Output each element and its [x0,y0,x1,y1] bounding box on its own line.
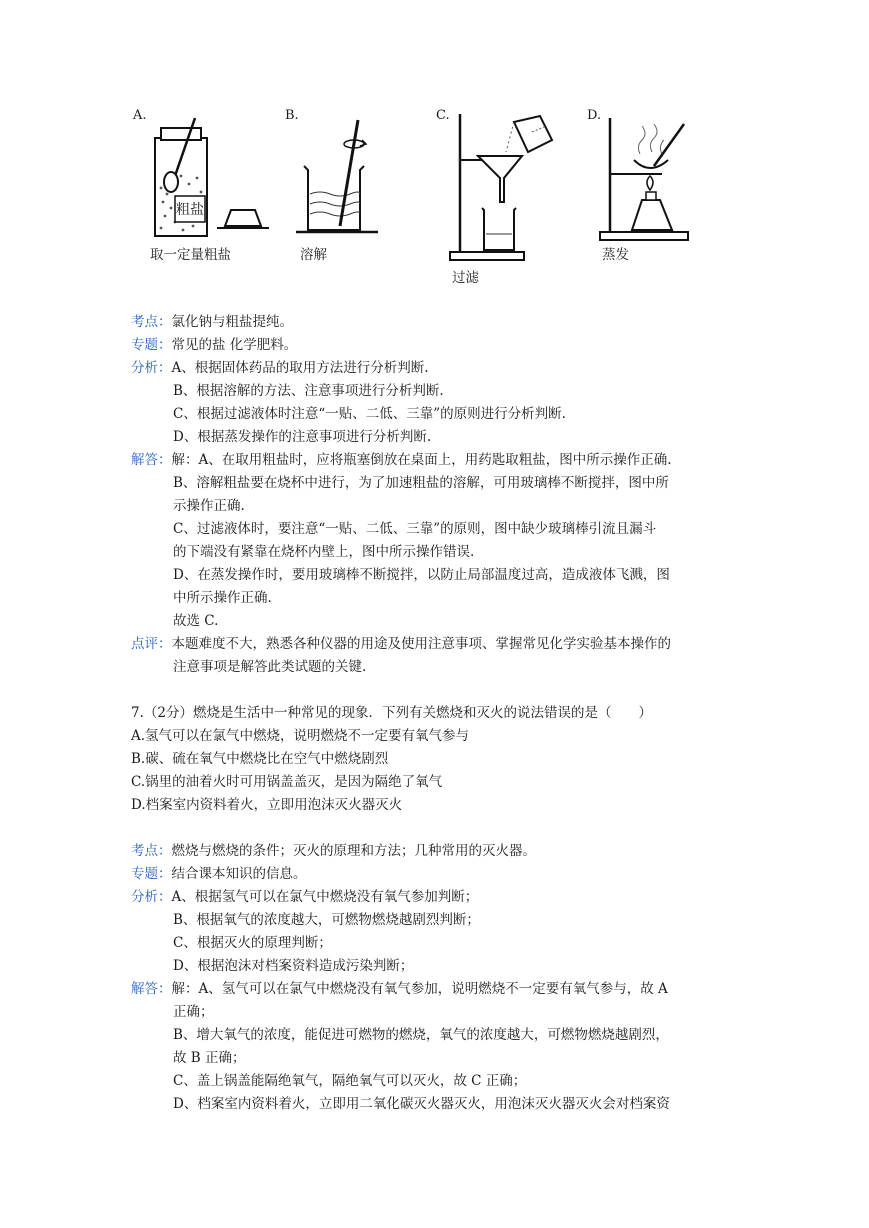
q6-zhuanti-row [131,335,297,355]
q7-kaodian-text: 燃烧与燃烧的条件；灭火的原理和方法；几种常用的灭火器。 [171,843,536,859]
q6-jieda-line: 中所示操作正确. [173,590,272,606]
q7-zhuanti-row [131,864,307,884]
q6-kaodian-text: 氯化钠与粗盐提纯。 [171,314,293,330]
evaporation-setup-illustration [598,112,698,242]
q7-jieda-label: 解答： [131,981,172,997]
q7-jieda-row [131,979,668,999]
q7-option-d: D.档案室内资料着火，立即用泡沫灭火器灭火 [131,797,403,813]
q6-fenxi-line: B、根据溶解的方法、注意事项进行分析判断. [173,383,444,399]
q7-fenxi-line: D、根据泡沫对档案资料造成污染判断； [173,958,414,974]
q7-zhuanti-text: 结合课本知识的信息。 [171,866,307,882]
q6-jieda-line: 示操作正确. [173,498,245,514]
q6-zhuanti-text: 常见的盐 化学肥料。 [171,337,298,353]
q6-jieda-line: 解：A、在取用粗盐时，应将瓶塞倒放在桌面上，用药匙取粗盐，图中所示操作正确. [171,452,672,468]
q7-jieda-line: 故 B 正确； [173,1050,246,1066]
q6-dianping-line: 本题难度不大，熟悉各种仪器的用途及使用注意事项、掌握常见化学实验基本操作的 [171,636,671,652]
q6-jieda-label: 解答： [131,452,172,468]
q7-jieda-line: D、档案室内资料着火，立即用二氧化碳灭火器灭火，用泡沫灭火器灭火会对档案资 [173,1096,670,1112]
figure-caption-d: 蒸发 [602,247,629,263]
q6-fenxi-line: C、根据过滤液体时注意“一贴、二低、三靠”的原则进行分析判断. [173,406,566,422]
q7-option-b: B.碳、硫在氧气中燃烧比在空气中燃烧剧烈 [131,751,389,767]
q6-zhuanti-label: 专题： [131,337,172,353]
q6-fenxi-line: D、根据蒸发操作的注意事项进行分析判断. [173,429,432,445]
q7-kaodian-label: 考点： [131,843,172,859]
q7-jieda-line: 正确； [173,1004,214,1020]
q7-fenxi-line: A、根据氢气可以在氯气中燃烧没有氧气参加判断； [171,889,479,905]
q6-kaodian-row [131,312,293,332]
q6-fenxi-line: A、根据固体药品的取用方法进行分析判断. [171,360,429,376]
q6-jieda-line: 故选 C. [173,613,219,629]
q6-jieda-row [131,450,672,470]
figure-caption-c: 过滤 [452,270,479,286]
q6-jieda-line: B、溶解粗盐要在烧杯中进行，为了加速粗盐的溶解，可用玻璃棒不断搅拌，图中所 [173,475,669,491]
q7-zhuanti-label: 专题： [131,866,172,882]
q6-fenxi-row [131,358,429,378]
q7-option-a: A.氢气可以在氯气中燃烧，说明燃烧不一定要有氧气参与 [131,728,470,744]
q6-jieda-line: D、在蒸发操作时，要用玻璃棒不断搅拌，以防止局部温度过高，造成液体飞溅，图 [173,567,670,583]
jar-label-text: 粗盐 [176,202,204,218]
filtration-setup-illustration [448,112,558,264]
figure-caption-b: 溶解 [300,247,327,263]
q7-stem: 7.（2分）燃烧是生活中一种常见的现象．下列有关燃烧和灭火的说法错误的是（ ） [131,705,652,721]
figure-caption-a: 取一定量粗盐 [150,247,231,263]
q7-fenxi-line: B、根据氧气的浓度越大，可燃物燃烧越剧烈判断； [173,912,480,928]
figure-option-letter-b: B. [285,108,299,123]
figure-option-letter-d: D. [587,108,602,123]
q6-jieda-line: 的下端没有紧靠在烧杯内壁上，图中所示操作错误. [173,544,475,560]
q7-jieda-line: C、盖上锅盖能隔绝氧气，隔绝氧气可以灭火，故 C 正确； [173,1073,527,1089]
q7-kaodian-row [131,841,536,861]
q7-jieda-line: 解：A、氢气可以在氯气中燃烧没有氧气参加，说明燃烧不一定要有氧气参与，故 A [171,981,668,997]
q6-fenxi-label: 分析： [131,360,172,376]
q6-dianping-line: 注意事项是解答此类试题的关键. [173,659,367,675]
q7-fenxi-line: C、根据灭火的原理判断； [173,935,332,951]
q7-fenxi-label: 分析： [131,889,172,905]
q6-kaodian-label: 考点： [131,314,172,330]
beaker-stirring-illustration [296,118,386,240]
figure-option-letter-a: A. [133,108,147,123]
reagent-jar-illustration [145,118,275,240]
q7-jieda-line: B、增大氧气的浓度，能促进可燃物的燃烧，氧气的浓度越大，可燃物燃烧越剧烈， [173,1027,669,1043]
q6-dianping-row [131,634,671,654]
figure-option-letter-c: C. [436,108,450,123]
q7-fenxi-row [131,887,478,907]
q7-option-c: C.锅里的油着火时可用锅盖盖灭，是因为隔绝了氧气 [131,774,443,790]
q6-dianping-label: 点评： [131,636,172,652]
q6-jieda-line: C、过滤液体时，要注意“一贴、二低、三靠”的原则，图中缺少玻璃棒引流且漏斗 [173,521,657,537]
